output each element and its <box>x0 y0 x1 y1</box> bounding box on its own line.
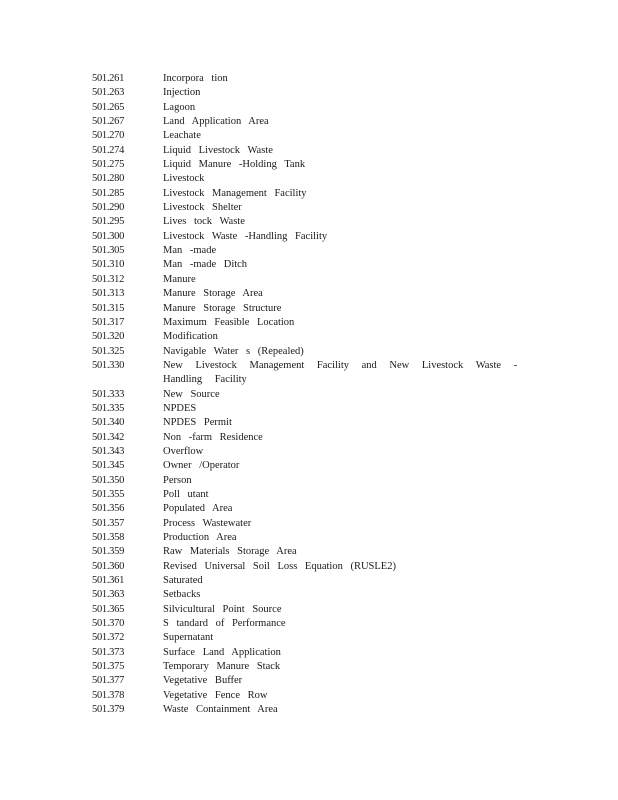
section-number: 501.361 <box>92 575 125 587</box>
section-number: 501.357 <box>92 517 125 529</box>
section-number: 501.313 <box>92 288 125 300</box>
list-item <box>92 158 532 172</box>
list-item <box>92 445 532 459</box>
section-number: 501.265 <box>92 101 125 113</box>
section-number: 501.379 <box>92 704 125 716</box>
section-number: 501.305 <box>92 245 125 257</box>
section-number: 501.263 <box>92 87 125 99</box>
list-item <box>92 545 532 559</box>
list-item <box>92 101 532 115</box>
section-number: 501.363 <box>92 589 125 601</box>
defined-term: Livestock <box>163 173 205 185</box>
section-number: 501.267 <box>92 116 125 128</box>
section-number: 501.355 <box>92 488 125 500</box>
list-item <box>92 416 532 430</box>
defined-term: Injection <box>163 87 201 99</box>
defined-term: Populated Area <box>163 503 233 515</box>
defined-term: Production Area <box>163 532 237 543</box>
defined-term: Overflow <box>163 445 204 457</box>
defined-term: Process Wastewater <box>163 517 252 529</box>
section-number: 501.335 <box>92 402 125 414</box>
list-item <box>92 502 532 516</box>
list-item <box>92 660 532 674</box>
list-item <box>92 488 532 502</box>
defined-term: Maximum Feasible Location <box>163 316 295 328</box>
list-item <box>92 287 532 301</box>
section-number: 501.285 <box>92 187 125 199</box>
list-item <box>92 129 532 143</box>
definitions-list <box>92 72 532 717</box>
defined-term: Liquid Livestock Waste <box>163 144 273 156</box>
section-number: 501.315 <box>92 302 125 314</box>
list-item <box>92 388 532 402</box>
list-item <box>92 345 532 359</box>
section-number: 501.280 <box>92 173 125 185</box>
section-number: 501.295 <box>92 216 125 228</box>
defined-term: Vegetative Fence Row <box>163 689 268 701</box>
section-number: 501.274 <box>92 144 125 156</box>
section-number: 501.358 <box>92 532 125 543</box>
defined-term: Manure <box>163 273 196 285</box>
list-item <box>92 560 532 574</box>
section-number: 501.373 <box>92 646 125 658</box>
section-number: 501.312 <box>92 273 125 285</box>
section-number: 501.270 <box>92 130 125 142</box>
defined-term: Silvicultural Point Source <box>163 603 282 615</box>
defined-term: Lives tock Waste <box>163 216 245 228</box>
section-number: 501.350 <box>92 474 125 486</box>
section-number: 501.370 <box>92 618 125 630</box>
defined-term: Incorpora tion <box>163 73 228 84</box>
defined-term: Leachate <box>163 130 201 142</box>
section-number: 501.320 <box>92 331 125 343</box>
list-item <box>92 631 532 645</box>
list-item <box>92 215 532 229</box>
defined-term: Modification <box>163 331 218 343</box>
list-item <box>92 617 532 631</box>
list-item <box>92 172 532 186</box>
list-item <box>92 574 532 588</box>
defined-term: Liquid Manure -Holding Tank <box>163 159 306 171</box>
defined-term: Vegetative Buffer <box>163 675 243 687</box>
section-number: 501.325 <box>92 345 125 357</box>
defined-term: Waste Containment Area <box>163 704 278 716</box>
defined-term: Navigable Water s (Repealed) <box>163 345 304 357</box>
defined-term: Temporary Manure Stack <box>163 661 281 673</box>
defined-term: Saturated <box>163 575 203 587</box>
list-item <box>92 459 532 473</box>
list-item <box>92 115 532 129</box>
section-number: 501.290 <box>92 202 125 214</box>
list-item <box>92 689 532 703</box>
list-item <box>92 72 532 86</box>
section-number: 501.345 <box>92 460 125 472</box>
list-item <box>92 187 532 201</box>
defined-term: Owner /Operator <box>163 460 240 472</box>
defined-term: Non -farm Residence <box>163 431 263 443</box>
list-item <box>92 674 532 688</box>
defined-term: Manure Storage Structure <box>163 302 282 314</box>
list-item <box>92 646 532 660</box>
list-item <box>92 588 532 602</box>
list-item <box>92 474 532 488</box>
list-item <box>92 258 532 272</box>
section-number: 501.372 <box>92 632 125 644</box>
list-item <box>92 230 532 244</box>
list-item <box>92 86 532 100</box>
section-number: 501.360 <box>92 560 125 572</box>
defined-term: Livestock Management Facility <box>163 187 307 199</box>
section-number: 501.310 <box>92 259 125 271</box>
list-item <box>92 273 532 287</box>
list-item <box>92 316 532 330</box>
defined-term: S tandard of Performance <box>163 618 286 630</box>
section-number: 501.356 <box>92 503 125 515</box>
defined-term: Manure Storage Area <box>163 288 263 300</box>
list-item <box>92 517 532 531</box>
list-item <box>92 402 532 416</box>
section-number: 501.330 <box>92 359 125 371</box>
section-number: 501.365 <box>92 603 125 615</box>
defined-term: Revised Universal Soil Loss Equation (RUSLE2) <box>163 560 396 572</box>
list-item <box>92 531 532 545</box>
defined-term: Surface Land Application <box>163 646 281 658</box>
defined-term: Lagoon <box>163 101 196 113</box>
defined-term: New Source <box>163 388 220 400</box>
defined-term: Supernatant <box>163 632 214 644</box>
list-item <box>92 302 532 316</box>
section-number: 501.359 <box>92 546 125 558</box>
section-number: 501.317 <box>92 316 125 328</box>
defined-term: Land Application Area <box>163 116 269 128</box>
section-number: 501.275 <box>92 159 125 171</box>
list-item <box>92 603 532 617</box>
list-item <box>92 144 532 158</box>
list-item <box>92 330 532 344</box>
defined-term: NPDES Permit <box>163 417 232 429</box>
section-number: 501.377 <box>92 675 125 687</box>
list-item <box>92 201 532 215</box>
defined-term: NPDES <box>163 402 197 414</box>
defined-term: Livestock Shelter <box>163 202 242 214</box>
list-item <box>92 359 532 388</box>
defined-term: Man -made Ditch <box>163 259 248 271</box>
section-number: 501.340 <box>92 417 125 429</box>
section-number: 501.300 <box>92 230 125 242</box>
list-item <box>92 244 532 258</box>
section-number: 501.342 <box>92 431 125 443</box>
list-item <box>92 703 532 717</box>
defined-term: Poll utant <box>163 488 209 500</box>
section-number: 501.333 <box>92 388 125 400</box>
defined-term: New Livestock Management Facility and New Livestock Waste -Handling Facility <box>163 359 518 386</box>
section-number: 501.343 <box>92 445 125 457</box>
section-number: 501.375 <box>92 661 125 673</box>
defined-term: Setbacks <box>163 589 201 601</box>
defined-term: Raw Materials Storage Area <box>163 546 297 558</box>
section-number: 501.261 <box>92 73 125 84</box>
defined-term: Man -made <box>163 245 217 257</box>
section-number: 501.378 <box>92 689 125 701</box>
defined-term: Person <box>163 474 192 486</box>
defined-term: Livestock Waste -Handling Facility <box>163 230 328 242</box>
list-item <box>92 431 532 445</box>
